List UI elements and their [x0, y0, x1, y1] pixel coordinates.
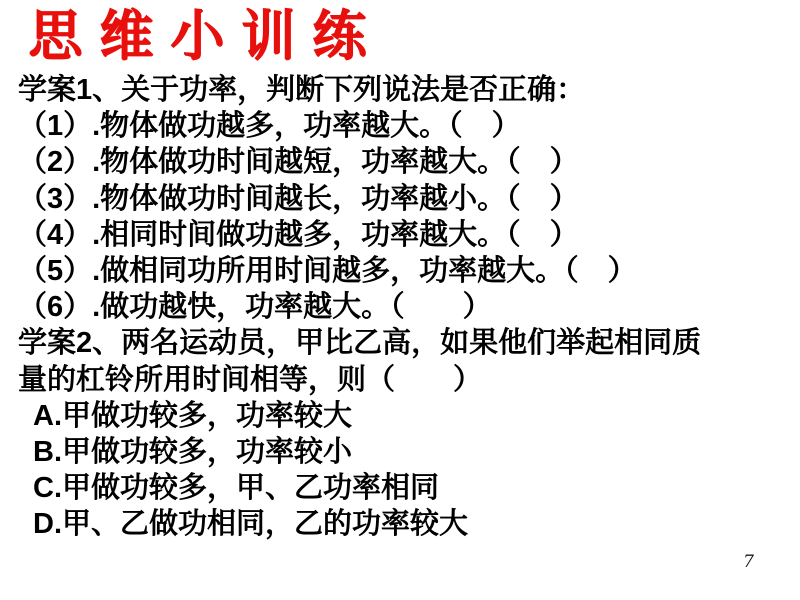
statement-4: （4）.相同时间做功越多，功率越大。（ ） [18, 218, 579, 251]
option-a: A.甲做功较多，功率较大 [33, 399, 353, 432]
statement-6: （6）.做功越快，功率越大。（ ） [18, 291, 492, 324]
section2-heading-line2: 量的杠铃所用时间相等，则（ ） [18, 363, 483, 396]
statement-1: （1）.物体做功越多，功率越大。（ ） [18, 110, 521, 143]
slide-title: 思维小训练 [28, 3, 383, 67]
slide-body [18, 72, 788, 543]
section2-heading-line1: 学案2、两名运动员，甲比乙高，如果他们举起相同质 [18, 327, 702, 360]
option-d: D.甲、乙做功相同，乙的功率较大 [33, 508, 469, 541]
section1-heading: 学案1、关于功率，判断下列说法是否正确： [18, 74, 586, 106]
statement-2: （2）.物体做功时间越短，功率越大。（ ） [18, 146, 579, 179]
statement-3: （3）.物体做功时间越长，功率越小。（ ） [18, 182, 579, 215]
page-number: 7 [743, 552, 754, 572]
option-b: B.甲做功较多，功率较小 [33, 436, 353, 469]
option-c: C.甲做功较多，甲、乙功率相同 [33, 472, 440, 505]
statement-5: （5）.做相同功所用时间越多，功率越大。（ ） [18, 255, 637, 288]
